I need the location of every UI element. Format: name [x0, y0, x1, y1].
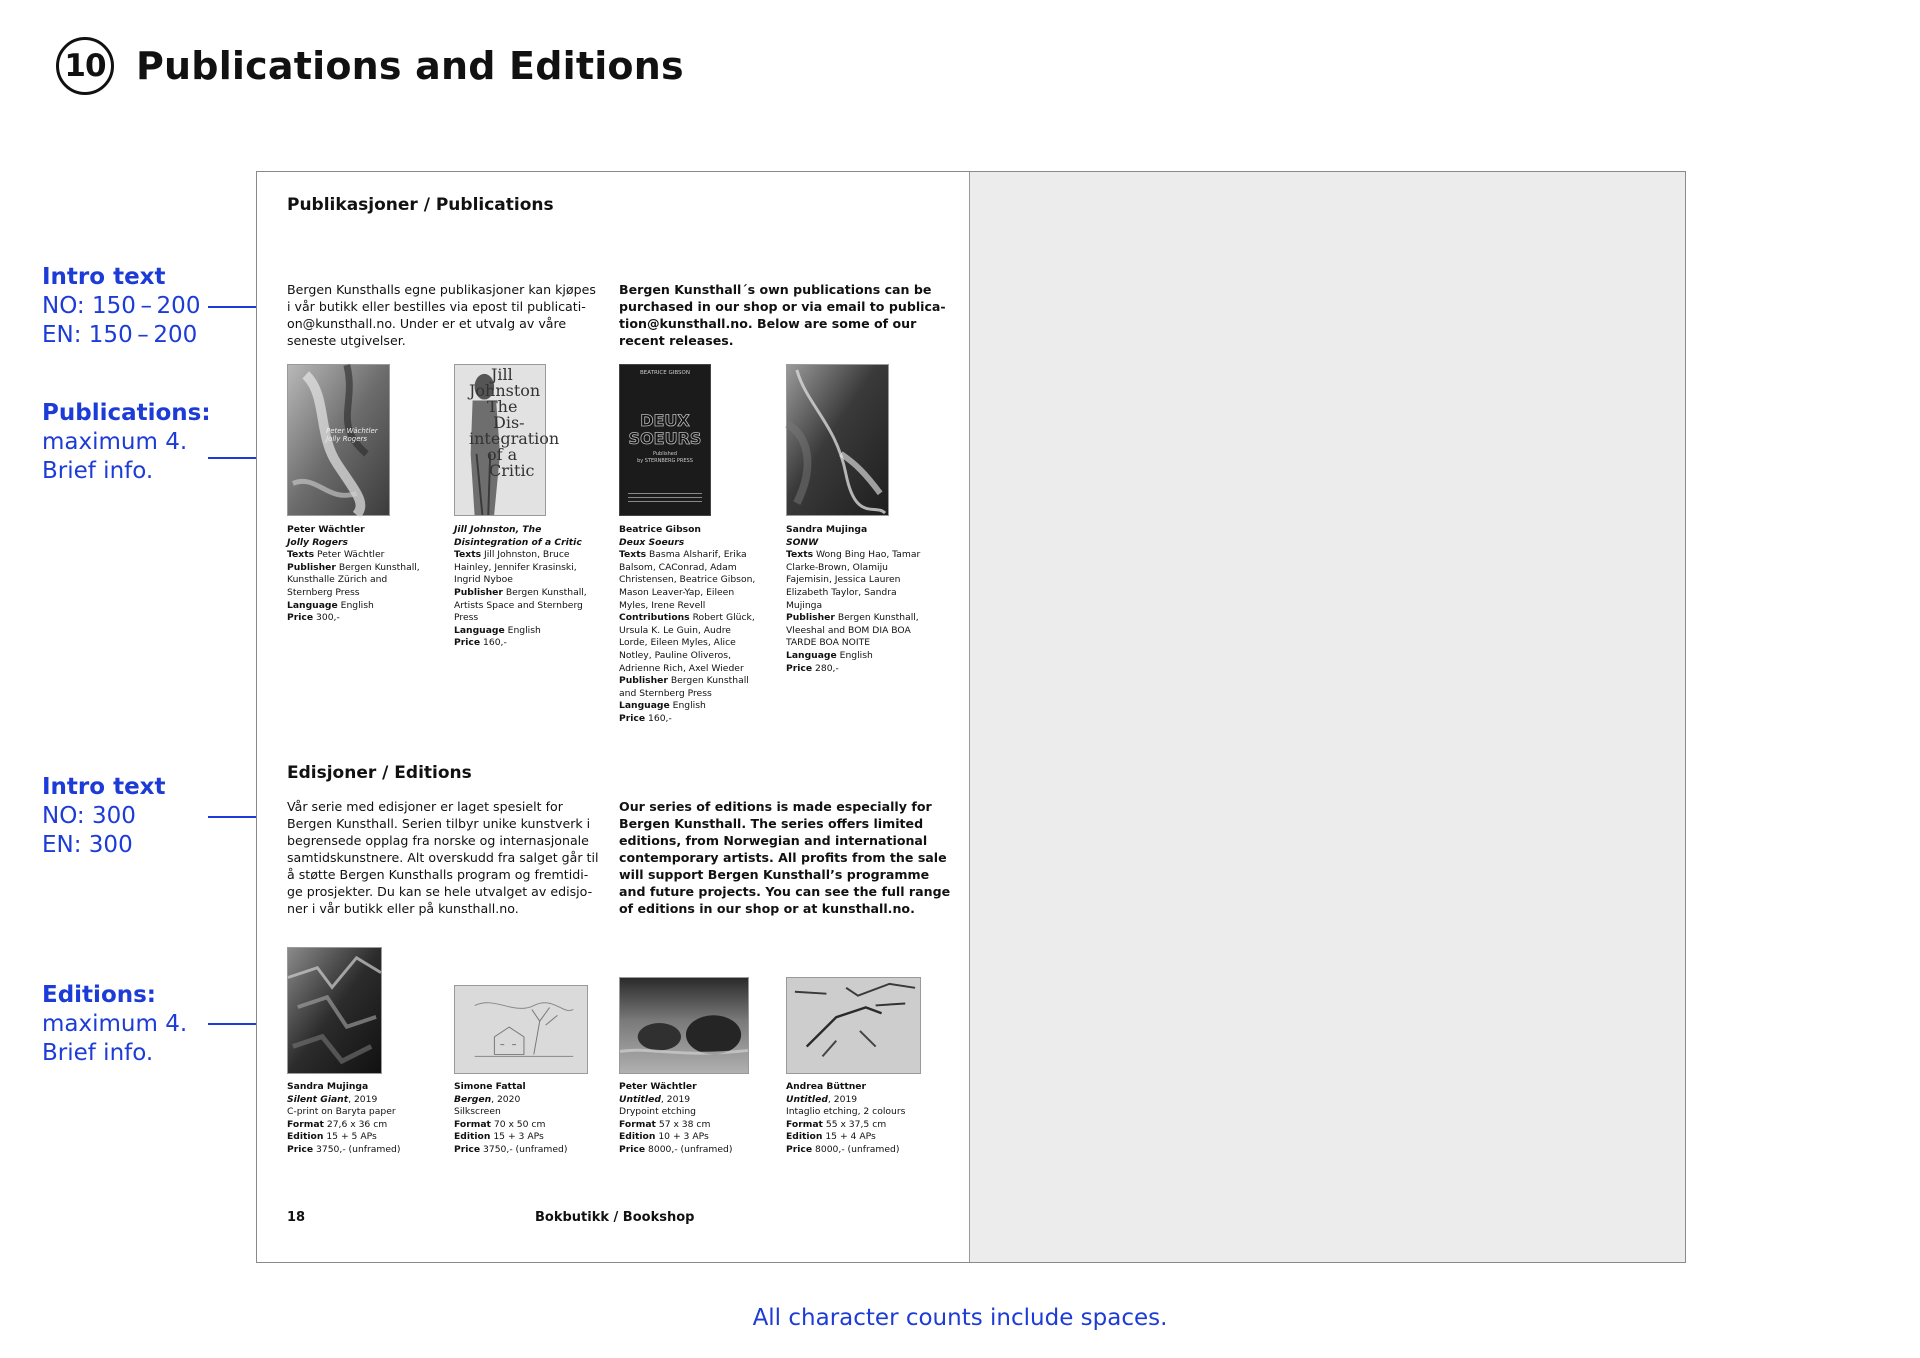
publication-info [786, 524, 920, 675]
info-line: Christensen, Beatrice Gibson, [619, 574, 756, 586]
page-title: Publications and Editions [136, 44, 684, 88]
info-line: Fajemisin, Jessica Lauren [786, 574, 901, 586]
annotation-line: maximum 4. [42, 429, 188, 455]
item-title: Deux Soeurs [619, 536, 685, 548]
info-line: Price 280,- [786, 662, 839, 674]
info-line: Balsom, CAConrad, Adam [619, 561, 737, 573]
annotation-line: EN: 300 [42, 832, 133, 858]
info-line: Price 160,- [454, 637, 507, 649]
info-line: Edition 15 + 4 APs [786, 1131, 876, 1143]
info-line: Price 8000,- (unframed) [619, 1143, 733, 1155]
info-line: Mujinga [786, 599, 823, 611]
publications-intro-en [619, 281, 946, 349]
item-author: Jill Johnston, The [454, 524, 542, 535]
intro-line: will support Bergen Kunsthall’s programme [619, 867, 930, 882]
annotation-line: Brief info. [42, 1040, 154, 1066]
info-line: Contributions Robert Glück, [619, 612, 755, 624]
intro-line: contemporary artists. All profits from the sale [619, 850, 947, 865]
info-line: Elizabeth Taylor, Sandra [786, 586, 897, 598]
annotation-label: Publications: [42, 400, 211, 426]
edition-image [786, 977, 921, 1074]
annotation-line: maximum 4. [42, 1011, 188, 1037]
info-line: Vleeshal and BOM DIA BOA [786, 624, 911, 636]
publication-info [454, 524, 587, 650]
item-title: Silent Giant [287, 1093, 349, 1105]
info-line: Language English [454, 624, 541, 636]
publications-intro-no [287, 281, 596, 349]
intro-line: editions, from Norwegian and international [619, 833, 928, 848]
annotation-line: NO: 150 – 200 [42, 293, 201, 319]
item-artist: Sandra Mujinga [287, 1081, 369, 1092]
item-author: Peter Wächtler [287, 524, 365, 535]
info-line: Price 300,- [287, 612, 340, 624]
item-artist: Simone Fattal [454, 1081, 526, 1092]
intro-line: ner i vår butikk eller på kunsthall.no. [287, 901, 519, 916]
section-header [56, 36, 684, 96]
cover-decoration [628, 501, 702, 502]
cover-title-line: Jolly Rogers [326, 435, 368, 443]
publications-heading: Publikasjoner / Publications [287, 195, 554, 215]
editions-intro-en [619, 798, 950, 917]
info-line: and Sternberg Press [619, 687, 712, 699]
right-page [969, 172, 1685, 1262]
info-line: C-print on Baryta paper [287, 1106, 396, 1118]
intro-line: Bergen Kunsthall´s own publications can be [619, 282, 932, 297]
info-line: Format 55 x 37,5 cm [786, 1118, 887, 1130]
footer-note: All character counts include spaces. [752, 1305, 1168, 1331]
intro-line: å støtte Bergen Kunsthalls program og fremtidi- [287, 867, 589, 882]
page-number: 18 [287, 1210, 306, 1225]
cover-title-line: Peter Wächtler [326, 427, 378, 435]
item-artist: Peter Wächtler [619, 1081, 697, 1092]
info-line: Language English [786, 649, 873, 661]
intro-line: on@kunsthall.no. Under er et utvalg av våre [287, 316, 567, 331]
info-line: Texts Wong Bing Hao, Tamar [786, 549, 921, 561]
edition-image [619, 977, 749, 1074]
intro-line: Bergen Kunsthall. Serien tilbyr unike kunstverk i [287, 816, 591, 831]
info-line: Texts Peter Wächtler [287, 549, 385, 561]
intro-line: Vår serie med edisjoner er laget spesielt for [287, 799, 563, 814]
cover-title-text: Jill Johnston The Dis- integration of a Critic [469, 365, 560, 480]
info-line: Silkscreen [454, 1106, 501, 1118]
info-line: Price 160,- [619, 712, 672, 724]
annotation-label: Editions: [42, 982, 157, 1008]
intro-line: begrensede opplag fra norske og internasjonale [287, 833, 589, 848]
info-line: Sternberg Press [287, 586, 360, 598]
info-line: Ingrid Nyboe [454, 574, 513, 586]
item-year: , 2019 [660, 1093, 691, 1105]
left-page [257, 172, 969, 1262]
annotation-intro-publications [42, 263, 200, 350]
intro-line: Bergen Kunsthalls egne publikasjoner kan kjøpes [287, 282, 596, 297]
intro-line: seneste utgivelser. [287, 333, 406, 348]
info-line: Texts Jill Johnston, Bruce [454, 549, 570, 561]
info-line: Artists Space and Sternberg [454, 599, 583, 611]
info-line: Format 57 x 38 cm [619, 1118, 711, 1130]
editions-intro-no [287, 798, 599, 917]
info-line: Language English [619, 700, 706, 712]
edition-info [287, 1081, 400, 1157]
info-line: Edition 15 + 5 APs [287, 1131, 377, 1143]
info-line: Price 3750,- (unframed) [287, 1143, 401, 1155]
cover-title-text: SOEURS [628, 429, 702, 448]
intro-line: ge prosjekter. Du kan se hele utvalget av edisjo- [287, 884, 593, 899]
info-line: Publisher Bergen Kunsthall, [786, 612, 919, 624]
section-number-badge: 10 [56, 37, 114, 95]
item-title: Disintegration of a Critic [454, 536, 582, 548]
item-title: Bergen [454, 1093, 492, 1105]
item-title: SONW [786, 536, 819, 548]
info-line: Mason Leaver-Yap, Eileen [619, 586, 735, 598]
item-artist: Andrea Büttner [786, 1081, 867, 1092]
info-line: Notley, Pauline Oliveros, [619, 649, 731, 661]
annotation-intro-editions [42, 773, 166, 860]
item-author: Sandra Mujinga [786, 524, 868, 535]
info-line: Edition 15 + 3 APs [454, 1131, 544, 1143]
annotation-line: NO: 300 [42, 803, 136, 829]
item-year: , 2019 [827, 1093, 858, 1105]
info-line: Language English [287, 599, 374, 611]
info-line: Ursula K. Le Guin, Audre [619, 624, 731, 636]
edition-info [619, 1081, 732, 1157]
publication-cover-image [619, 364, 711, 516]
info-line: Format 70 x 50 cm [454, 1118, 546, 1130]
publication-info [619, 524, 755, 726]
item-title: Untitled [786, 1093, 828, 1105]
intro-line: Bergen Kunsthall. The series offers limited [619, 816, 924, 831]
annotation-editions [42, 981, 187, 1068]
info-line: Clarke-Brown, Olamiju [786, 561, 888, 573]
item-year: , 2020 [491, 1093, 521, 1105]
edition-info [786, 1081, 905, 1157]
info-line: Price 8000,- (unframed) [786, 1143, 900, 1155]
book-spread [256, 171, 1686, 1263]
info-line: Press [454, 612, 479, 624]
running-head: Bokbutikk / Bookshop [535, 1210, 695, 1225]
info-line: Price 3750,- (unframed) [454, 1143, 568, 1155]
intro-line: and future projects. You can see the full range [619, 884, 951, 899]
publication-cover-image [786, 364, 889, 516]
cover-publisher-text: Published by STERNBERG PRESS [637, 451, 693, 464]
cover-title-text: DEUX [640, 411, 690, 430]
annotation-label: Intro text [42, 264, 166, 290]
info-line: Texts Basma Alsharif, Erika [619, 549, 747, 561]
cover-top-text: BEATRICE GIBSON [640, 370, 690, 376]
info-line: Edition 10 + 3 APs [619, 1131, 709, 1143]
annotation-line: EN: 150 – 200 [42, 322, 198, 348]
publication-info [287, 524, 420, 625]
intro-line: tion@kunsthall.no. Below are some of our [619, 316, 917, 331]
intro-line: i vår butikk eller bestilles via epost til publicati- [287, 299, 586, 314]
info-line: Drypoint etching [619, 1106, 696, 1118]
intro-line: of editions in our shop or at kunsthall.no. [619, 901, 915, 916]
cover-title-text [326, 427, 378, 443]
info-line: Format 27,6 x 36 cm [287, 1118, 388, 1130]
edition-image [287, 947, 382, 1074]
item-year: , 2019 [348, 1093, 378, 1105]
info-line: TARDE BOA NOITE [786, 637, 871, 649]
info-line: Adrienne Rich, Axel Wieder [619, 662, 744, 674]
publication-cover-image [287, 364, 390, 516]
cover-decoration [628, 497, 702, 498]
item-author: Beatrice Gibson [619, 524, 701, 535]
intro-line: samtidskunstnere. Alt overskudd fra salget går til [287, 850, 599, 865]
annotation-line: Brief info. [42, 458, 154, 484]
edition-image [454, 985, 588, 1074]
info-line: Lorde, Eileen Myles, Alice [619, 637, 736, 649]
info-line: Publisher Bergen Kunsthall, [454, 586, 587, 598]
intro-line: purchased in our shop or via email to publica- [619, 299, 946, 314]
cover-decoration [628, 493, 702, 494]
annotation-publications [42, 399, 211, 486]
edition-info [454, 1081, 567, 1157]
info-line: Publisher Bergen Kunsthall, [287, 561, 420, 573]
info-line: Hainley, Jennifer Krasinski, [454, 561, 577, 573]
info-line: Kunsthalle Zürich and [287, 574, 388, 586]
publication-cover-image [454, 364, 560, 516]
annotation-label: Intro text [42, 774, 166, 800]
item-title: Jolly Rogers [287, 536, 348, 548]
item-title: Untitled [619, 1093, 661, 1105]
intro-line: Our series of editions is made especially for [619, 799, 932, 814]
intro-line: recent releases. [619, 333, 734, 348]
info-line: Publisher Bergen Kunsthall [619, 675, 749, 687]
editions-heading: Edisjoner / Editions [287, 763, 472, 783]
info-line: Myles, Irene Revell [619, 599, 706, 611]
info-line: Intaglio etching, 2 colours [786, 1106, 906, 1118]
